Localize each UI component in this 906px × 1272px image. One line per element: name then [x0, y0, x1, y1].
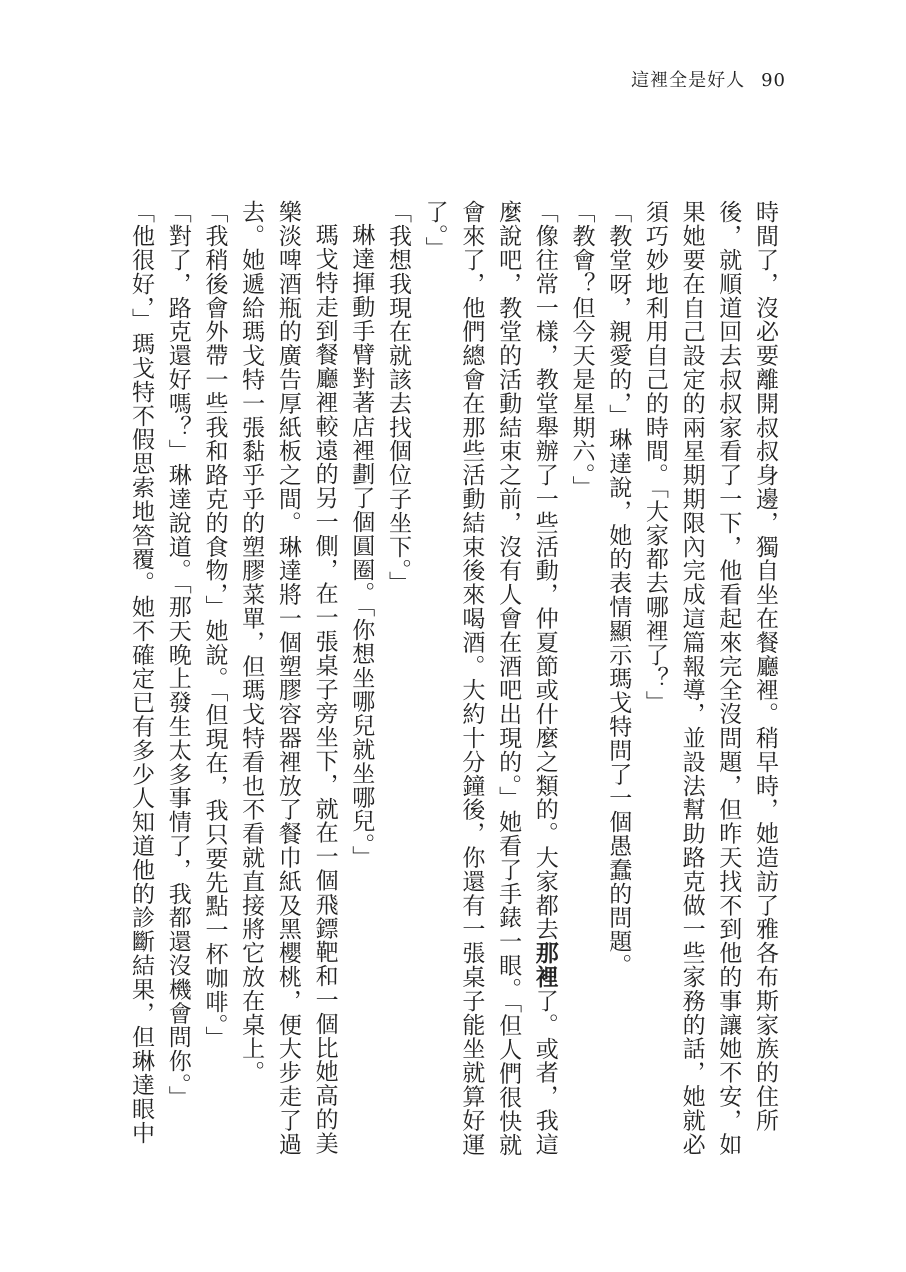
paragraph: 琳達揮動手臂對著店裡劃了個圓圈。「你想坐哪兒就坐哪兒。」 [348, 223, 375, 870]
paragraph: 「教會？但今天是星期六。」 [568, 200, 595, 500]
paragraph: 「教堂呀，親愛的，」琳達說，她的表情顯示瑪戈特問了一個愚蠢的問題。 [605, 200, 632, 978]
paragraph: 「我稍後會外帶一些我和路克的食物，」她說。「但現在，我只要先點一杯咖啡。」 [201, 200, 228, 1050]
paragraph: 時間了，沒必要離開叔叔身邊，獨自坐在餐廳裡。稍早時，她造訪了雅各布斯家族的住所後，就順道回去叔叔家看了一下，他看起來完全沒問題，但昨天找不到他的事讓她不安，如果她要在自己設定的兩星期期限內完成這篇報導，並設法幫助路克做一些家務的話，她就必須巧妙地利用自己的時間。「大家都去哪裡了？」 [641, 200, 778, 1156]
book-title: 這裡全是好人 [631, 70, 746, 91]
running-header [631, 72, 786, 90]
page-number: 90 [761, 70, 786, 91]
body-text [128, 200, 783, 1168]
paragraph-text: 了。或者，我這麼說吧，教堂的活動結束之前，沒有人會在酒吧出現的。」她看了手錶一眼。「但人們很快就會來了，他們總會在那些活動結束後來喝酒。大約十分鐘後，你還有一張桌子能坐就算好運了。」 [421, 200, 558, 1157]
paragraph-text: 「像往常一樣，教堂舉辦了一些活動，仲夏節或什麼之類的。大家都去 [531, 200, 558, 941]
emphasized-word: 那裡 [531, 940, 558, 989]
paragraph: 「對了，路克還好嗎？」琳達說道。「那天晚上發生太多事情了，我都還沒機會問你。」 [164, 200, 191, 1110]
paragraph: 「他很好，」瑪戈特不假思索地答覆。她不確定已有多少人知道他的診斷結果，但琳達眼中 [128, 200, 155, 1145]
paragraph: 「我想我現在就該去找個位子坐下。」 [384, 200, 411, 595]
paragraph: 瑪戈特走到餐廳裡較遠的另一側，在一張桌子旁坐下，就在一個飛鏢靶和一個比她高的美樂淡啤酒瓶的廣告厚紙板之間。琳達將一個塑膠容器裡放了餐巾紙及黑櫻桃，便大步走了過去。她遞給瑪戈特一張黏乎乎的塑膠菜單，但瑪戈特看也不看就直接將它放在桌上。 [238, 200, 338, 1156]
paragraph [416, 200, 563, 1168]
